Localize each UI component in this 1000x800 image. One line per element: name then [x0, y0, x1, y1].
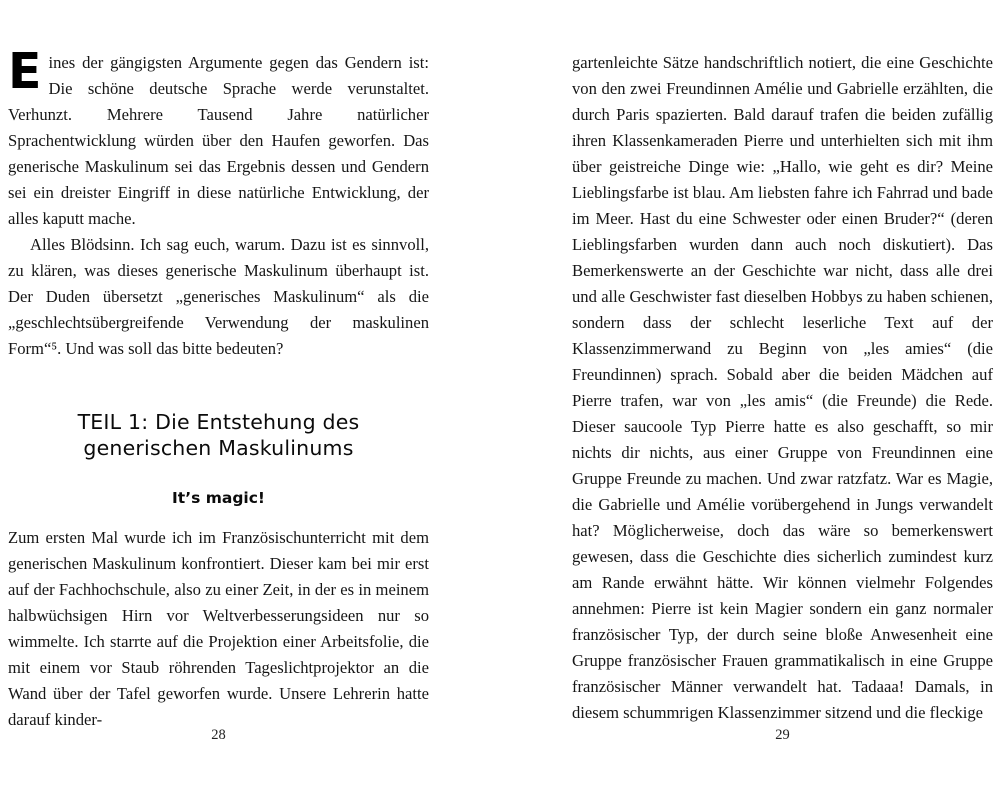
paragraph: Zum ersten Mal wurde ich im Französischunterricht mit dem generischen Maskulinum konfrontiert. Dieser kam bei mir erst auf der Fachhochschule, also zu einer Zeit, in der es in meinem halbwüchsigen Hirn vor Weltverbesserungsideen nur so wimmelte. Ich starrte auf die Projektion einer Arbeitsfolie, die mit einem vor Staub röhrenden Tageslichtprojektor an die Wand über der Tafel geworfen wurde. Unsere Lehrerin hatte darauf kinder- — [8, 528, 429, 729]
chapter-heading-line1: TEIL 1: Die Entstehung des — [77, 410, 360, 434]
page-number-right: 29 — [775, 727, 790, 743]
paragraph-opening: Eines der gängigsten Argumente gegen das Gendern ist: Die schöne deutsche Sprache werde verunstaltet. Verhunzt. Mehrere Tausend Jahre natürlicher Sprachentwicklung würden über den Haufen geworfen. Das generische Maskulinum sei das Ergebnis dessen und Gendern sei ein dreister Eingriff in diese natürliche Entwicklung, der alles kaputt mache. — [8, 43, 429, 228]
section-subheading: It’s magic! — [172, 489, 265, 507]
paragraph: Alles Blödsinn. Ich sag euch, warum. Dazu ist es sinnvoll, zu klären, was dieses generische Maskulinum überhaupt ist. Der Duden übersetzt „generisches Maskulinum“ als die „geschlechtsübergreifende Verwendung der maskulinen Form“⁵. Und was soll das bitte bedeuten? — [8, 235, 429, 358]
chapter-heading — [8, 409, 429, 461]
page-left — [8, 43, 429, 733]
page-number-left: 28 — [211, 727, 226, 743]
chapter-heading-line2: generischen Maskulinums — [83, 436, 354, 460]
paragraph: gartenleichte Sätze handschriftlich notiert, die eine Geschichte von den zwei Freundinnen Amélie und Gabrielle erzählten, die durch Paris spazierten. Bald darauf trafen die beiden zufällig ihren Klassenkameraden Pierre und unterhielten sich mit ihm über geistreiche Dinge wie: „Hallo, wie geht es dir? Meine Lieblingsfarbe ist blau. Am liebsten fahre ich Fahrrad und bade im Meer. Hast du eine Schwester oder einen Bruder?“ (deren Lieblingsfarben wurden dann auch noch diskutiert). Das Bemerkenswerte an der Geschichte war nicht, dass alle drei und alle Geschwister fast dieselben Hobbys zu haben schienen, sondern dass der schlecht leserliche Text auf der Klassenzimmerwand zu Beginn von „les amies“ (die Freundinnen) sprach. Sobald aber die beiden Mädchen auf Pierre trafen, war von „les amis“ (die Freunde) die Rede. Dieser saucoole Typ Pierre hatte es also geschafft, so mir nichts dir nichts, aus einer Gruppe von Freundinnen eine Gruppe Freunde zu machen. Und zwar ratzfatz. War es Magie, die Gabrielle und Amélie vorübergehend in Jungs verwandelt hat? Möglicherweise, doch das wäre so bemerkenswert gewesen, dass die Geschichte dies sicherlich zumindest kurz am Rande erwähnt hätte. Wir können vielmehr Folgendes annehmen: Pierre ist kein Magier sondern ein ganz normaler französischer Typ, der durch seine bloße Anwesenheit eine Gruppe französischer Frauen grammatikalisch in eine Gruppe französischer Männer verwandelt hat. Tadaaa! Damals, in diesem schummrigen Klassenzimmer sitzend und die fleckige — [572, 53, 993, 722]
page-right — [572, 50, 993, 726]
